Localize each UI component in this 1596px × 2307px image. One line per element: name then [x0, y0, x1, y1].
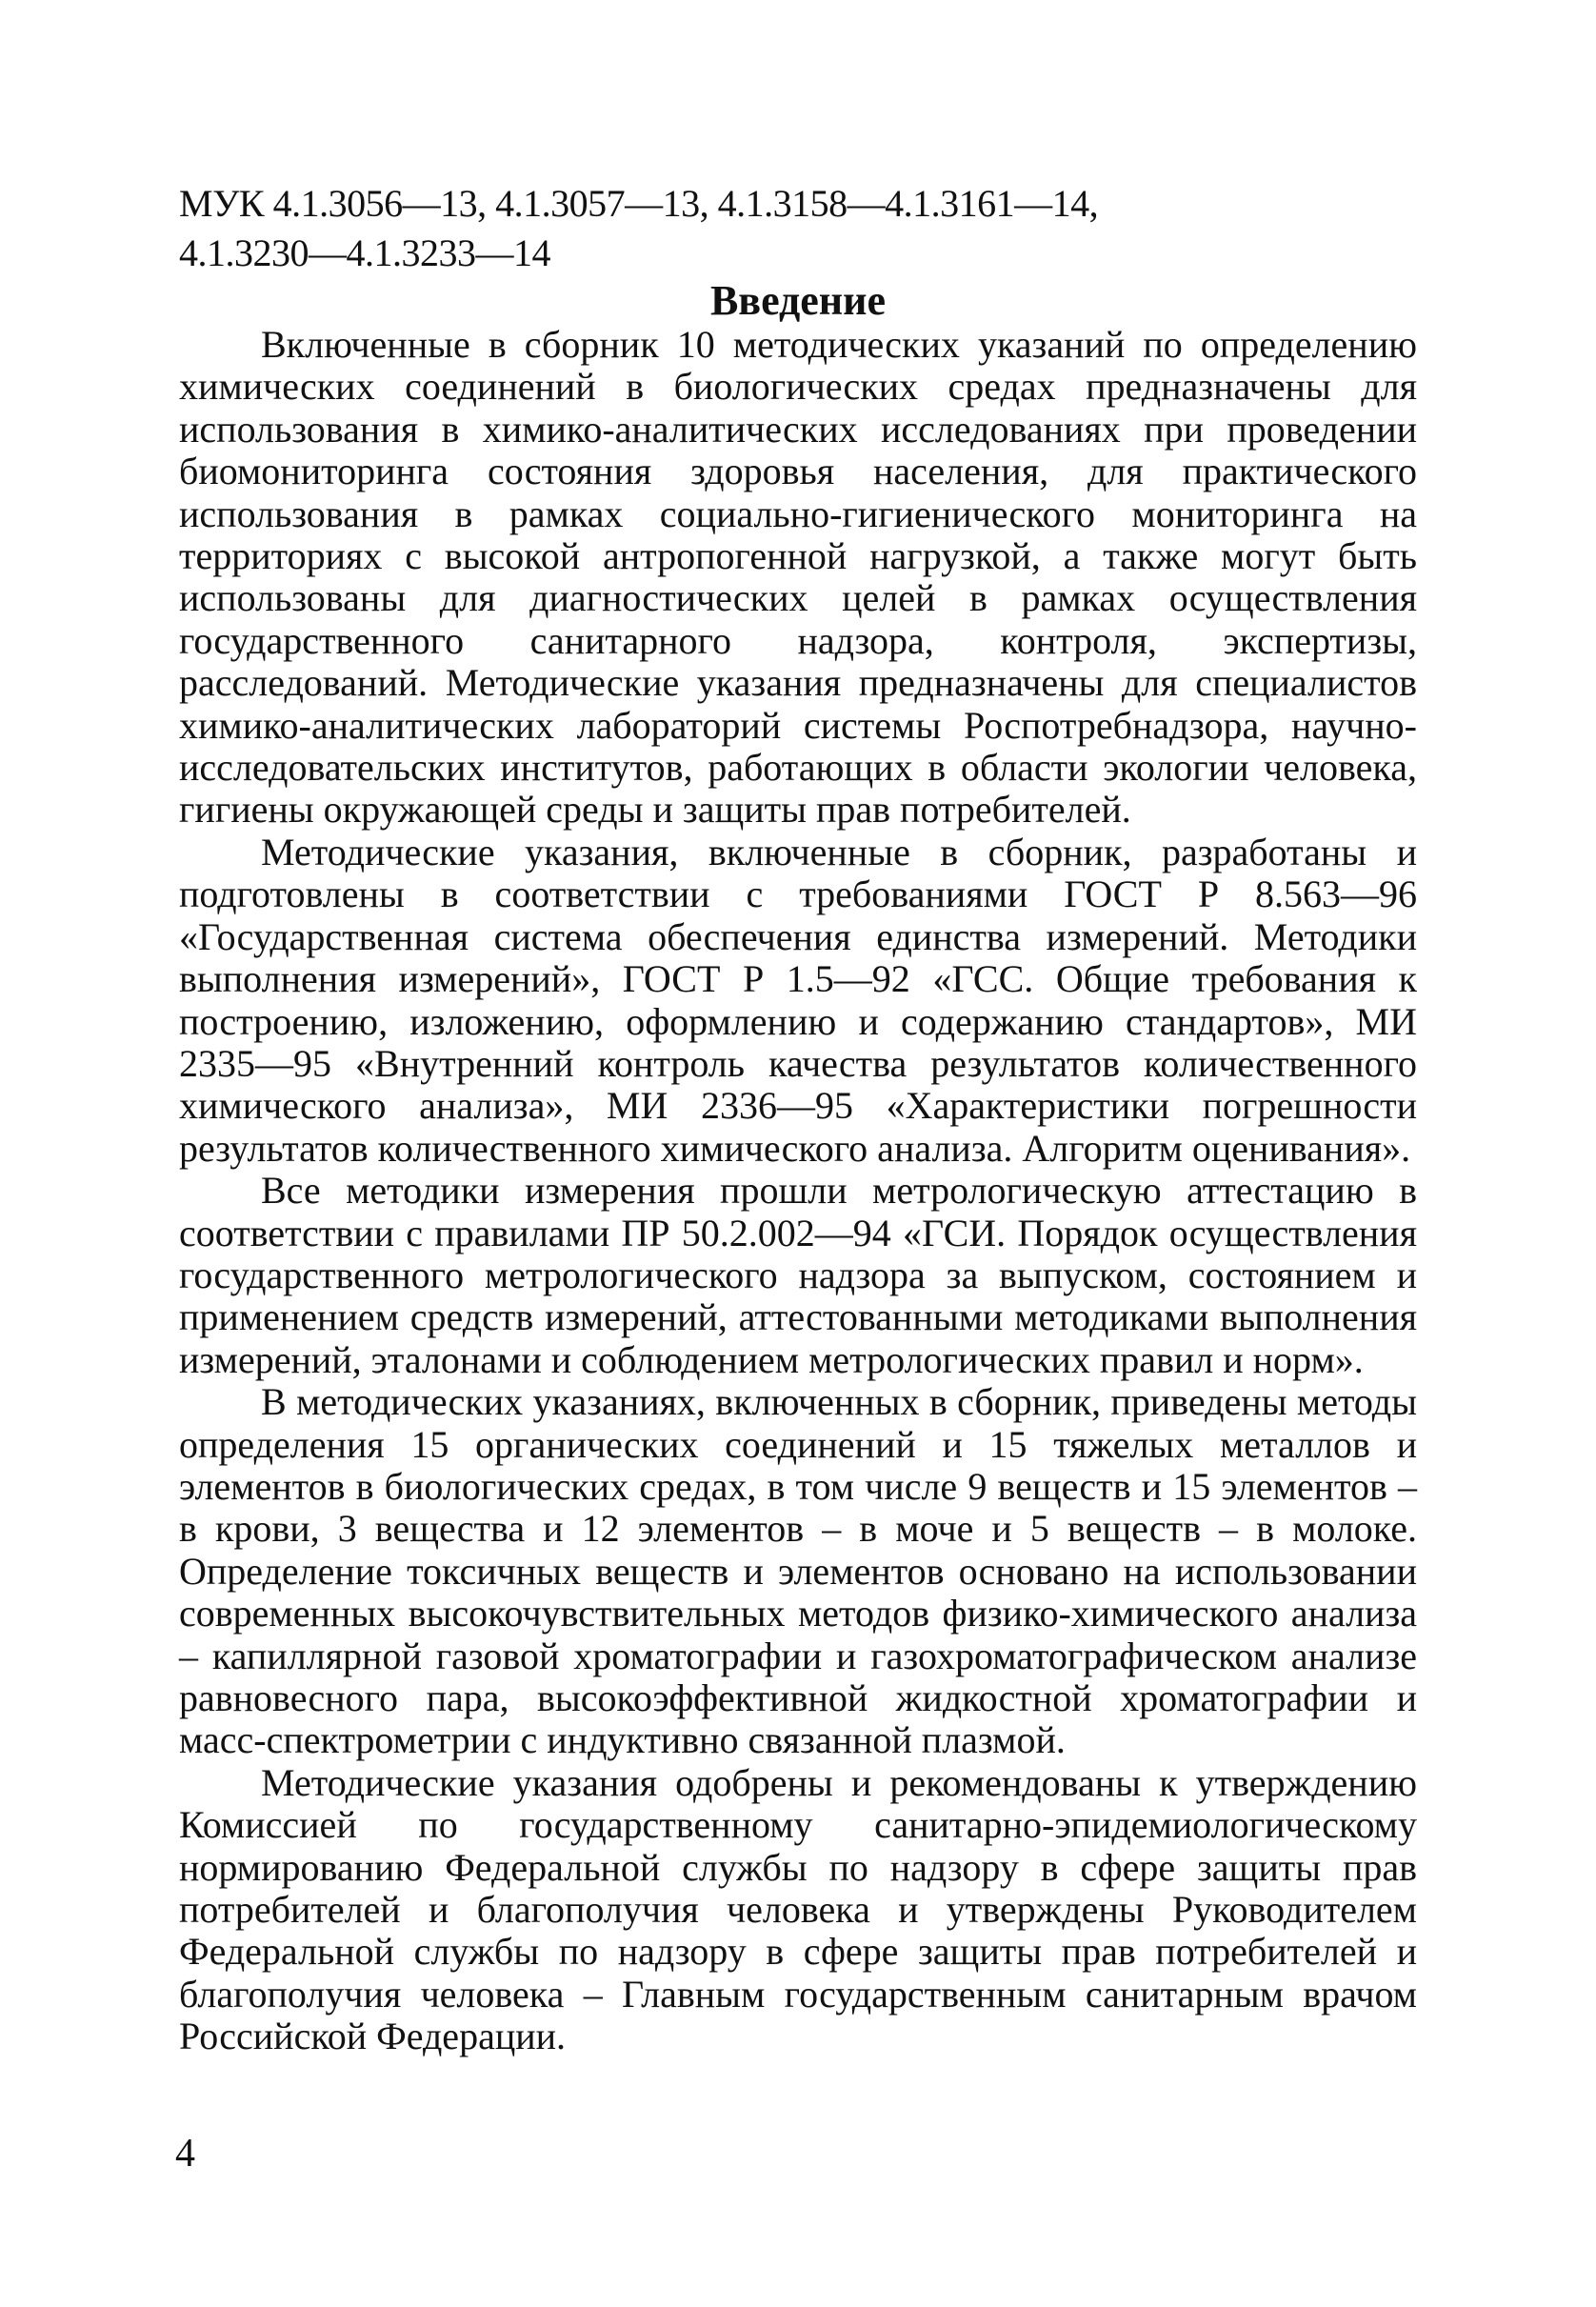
section-title: Введение	[709, 277, 887, 324]
page-number: 4	[175, 2132, 195, 2176]
body-text	[179, 324, 1417, 2058]
paragraph-2: Методические указания, включенные в сборник, разработаны и подготовлены в соответствии с требованиями ГОСТ Р 8.563—96 «Государственная система обеспечения единства измерений. Методики выполнения измерений», ГОСТ Р 1.5—92 «ГСС. Общие требования к построению, изложению, оформлению и содержанию стандартов», МИ 2335—95 «Внутренний контроль качества результатов количественного химического анализа», МИ 2336—95 «Характеристики погрешности результатов количественного химического анализа. Алгоритм оценивания».	[179, 830, 1417, 1170]
paragraph-5: Методические указания одобрены и рекомендованы к утверждению Комиссией по государственному санитарно-эпидемиологическому нормированию Федеральной службы по надзору в сфере защиты прав потребителей и благополучия человека и утверждены Руководителем Федеральной службы по надзору в сфере защиты прав потребителей и благополучия человека – Главным государственным санитарным врачом Российской Федерации.	[179, 1760, 1417, 2058]
paragraph-3: Все методики измерения прошли метрологическую аттестацию в соответствии с правилами ПР 50.2.002—94 «ГСИ. Порядок осуществления государственного метрологического надзора за выпуском, состоянием и применением средств измерений, аттестованными методиками выполнения измерений, эталонами и соблюдением метрологических правил и норм».	[179, 1169, 1417, 1381]
paragraph-1: Включенные в сборник 10 методических указаний по определению химических соединений в биологических средах предназначены для использования в химико-аналитических исследованиях при проведении биомониторинга состояния здоровья населения, для практического использования в рамках социально-гигиенического мониторинга на территориях с высокой антропогенной нагрузкой, а также могут быть использованы для диагностических целей в рамках осуществления государственного санитарного надзора, контроля, экспертизы, расследований. Методические указания предназначены для специалистов химико-аналитических лабораторий системы Роспотребнадзора, научно-исследовательских институтов, работающих в области экологии человека, гигиены окружающей среды и защиты прав потребителей.	[179, 323, 1417, 832]
running-header	[179, 179, 1417, 278]
running-header-line-2: 4.1.3230—4.1.3233—14	[179, 231, 550, 274]
paragraph-4: В методических указаниях, включенных в сборник, приведены методы определения 15 органических соединений и 15 тяжелых металлов и элементов в биологических средах, в том числе 9 веществ и 15 элементов – в крови, 3 вещества и 12 элементов – в моче и 5 веществ – в молоке. Определение токсичных веществ и элементов основано на использовании современных высокочувствительных методов физико-химического анализа – капиллярной газовой хроматографии и газохроматографическом анализе равновесного пара, высокоэффективной жидкостной хроматографии и масс-спектрометрии с индуктивно связанной плазмой.	[179, 1380, 1417, 1762]
running-header-line-1: МУК 4.1.3056—13, 4.1.3057—13, 4.1.3158—4.1.3161—14,	[179, 182, 1099, 225]
